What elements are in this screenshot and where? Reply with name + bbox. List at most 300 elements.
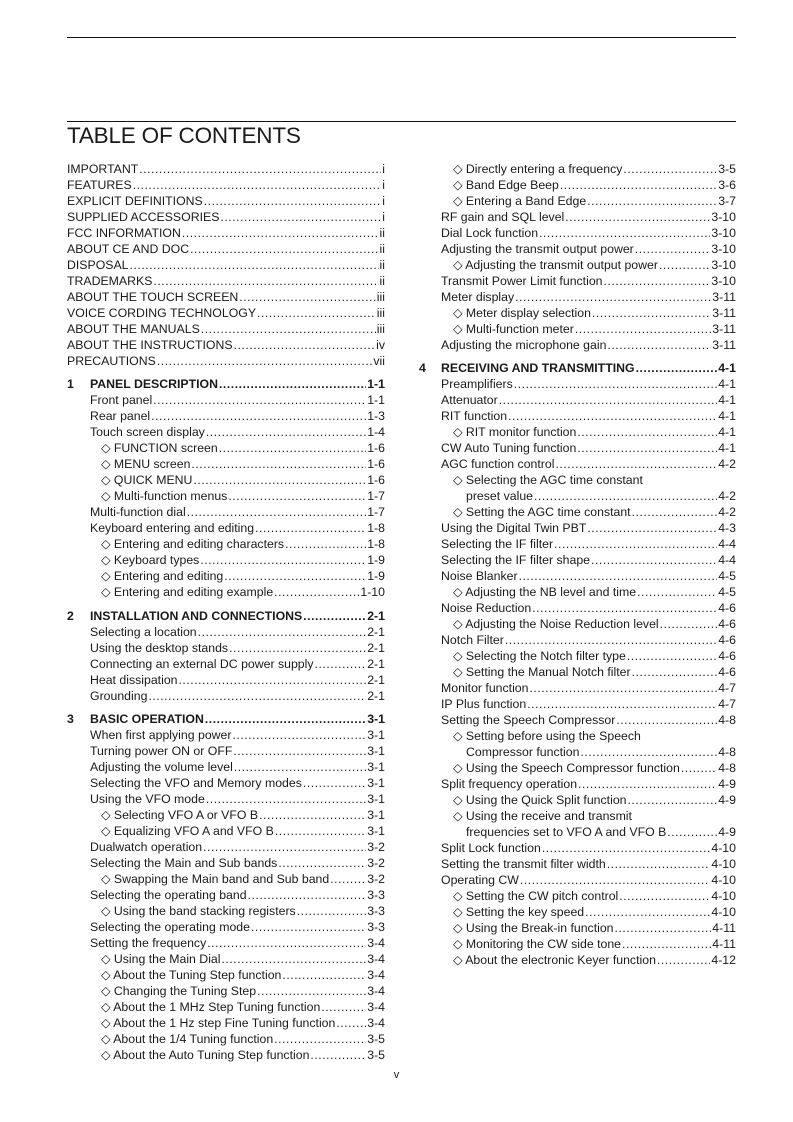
toc-entry-text: ◇ Entering and editing characters	[101, 537, 285, 551]
toc-entry[interactable]	[90, 520, 385, 536]
toc-entry[interactable]	[441, 289, 736, 305]
toc-entry-text: ◇ About the 1/4 Tuning function	[101, 1032, 274, 1046]
dot-leader	[587, 520, 717, 536]
toc-page-number: 4-7	[718, 681, 736, 695]
toc-entry[interactable]	[453, 504, 736, 520]
dot-leader	[527, 696, 717, 712]
toc-page-number: iv	[376, 338, 385, 352]
toc-entry[interactable]	[101, 871, 385, 887]
toc-entry[interactable]	[466, 488, 736, 504]
toc-entry-text: FEATURES	[67, 178, 132, 192]
toc-entry[interactable]	[90, 919, 385, 935]
toc-page-number: ii	[379, 258, 385, 272]
toc-entry-text: ◇ RIT monitor function	[453, 425, 577, 439]
toc-entry[interactable]	[453, 193, 736, 209]
toc-entry-text: When first applying power	[90, 728, 232, 742]
dot-leader	[591, 552, 717, 568]
toc-entry[interactable]	[441, 680, 736, 696]
toc-page-number: 4-8	[718, 761, 736, 775]
toc-entry-text: INSTALLATION AND CONNECTIONS	[90, 609, 303, 623]
toc-page-number: 4-10	[711, 905, 736, 919]
toc-entry[interactable]	[90, 392, 385, 408]
toc-entry[interactable]	[466, 744, 736, 760]
toc-entry[interactable]	[101, 1015, 385, 1031]
toc-page-number: 4-5	[718, 569, 736, 583]
toc-entry-text: ABOUT THE TOUCH SCREEN	[67, 290, 239, 304]
toc-entry[interactable]	[101, 951, 385, 967]
toc-entry[interactable]	[441, 241, 736, 257]
toc-page-number: 3-1	[367, 792, 385, 806]
toc-entry-text: Using the Digital Twin PBT	[441, 521, 587, 535]
dot-leader	[275, 823, 366, 839]
toc-entry[interactable]	[441, 856, 736, 872]
toc-entry[interactable]	[441, 536, 736, 552]
toc-entry[interactable]	[67, 257, 385, 273]
toc-entry[interactable]	[67, 209, 385, 225]
toc-entry-text: RF gain and SQL level	[441, 210, 565, 224]
toc-page-number: 3-3	[367, 904, 385, 918]
toc-entry-text: Using the VFO mode	[90, 792, 205, 806]
toc-section-heading[interactable]	[90, 376, 385, 392]
toc-entry-text: ABOUT THE INSTRUCTIONS	[67, 338, 233, 352]
toc-entry[interactable]	[90, 839, 385, 855]
dot-leader	[207, 935, 366, 951]
toc-entry[interactable]	[441, 209, 736, 225]
toc-entry[interactable]	[453, 257, 736, 273]
toc-page-number: i	[382, 210, 385, 224]
toc-entry[interactable]	[90, 424, 385, 440]
toc-entry-text: preset value	[466, 489, 533, 503]
toc-entry[interactable]	[441, 225, 736, 241]
toc-entry[interactable]	[67, 305, 385, 321]
dot-leader	[133, 177, 382, 193]
toc-page-number: 3-2	[367, 856, 385, 870]
toc-entry[interactable]	[453, 664, 736, 680]
dot-leader	[577, 440, 717, 456]
toc-entry-text: ◇ Monitoring the CW side tone	[453, 937, 622, 951]
toc-entry-text: AGC function control	[441, 457, 555, 471]
toc-page-number: 4-1	[718, 409, 736, 423]
toc-entry[interactable]	[453, 321, 736, 337]
toc-entry[interactable]	[90, 791, 385, 807]
dot-leader	[539, 225, 710, 241]
toc-entry[interactable]	[67, 273, 385, 289]
toc-page-number: 4-2	[718, 505, 736, 519]
dot-leader	[191, 456, 366, 472]
toc-section-heading[interactable]	[441, 360, 736, 376]
toc-page-number: 4-1	[718, 361, 736, 375]
toc-entry[interactable]	[453, 888, 736, 904]
dot-leader	[220, 209, 381, 225]
dot-leader	[193, 472, 366, 488]
toc-entry-text: ABOUT CE AND DOC	[67, 242, 190, 256]
dot-leader	[257, 305, 376, 321]
toc-entry-text: ◇ Setting before using the Speech	[453, 729, 641, 743]
toc-entry-text: Split Lock function	[441, 841, 541, 855]
dot-leader	[659, 257, 710, 273]
toc-entry[interactable]	[101, 584, 385, 600]
toc-entry-text: SUPPLIED ACCESSORIES	[67, 210, 220, 224]
dot-leader	[206, 791, 366, 807]
toc-page-number: 4-7	[718, 697, 736, 711]
toc-entry[interactable]	[453, 177, 736, 193]
toc-page-number: iii	[376, 290, 385, 304]
toc-entry[interactable]	[441, 337, 736, 353]
toc-page-number: 3-4	[367, 984, 385, 998]
dot-leader	[206, 424, 366, 440]
toc-entry[interactable]	[90, 504, 385, 520]
toc-page-number: 3-1	[367, 760, 385, 774]
toc-entry-text: Split frequency operation	[441, 777, 578, 791]
toc-entry[interactable]	[90, 887, 385, 903]
dot-leader	[530, 680, 718, 696]
toc-entry-text: ◇ About the Tuning Step function	[101, 968, 282, 982]
toc-entry-text: Turning power ON or OFF	[90, 744, 233, 758]
toc-entry-text: Multi-function dial	[90, 505, 186, 519]
dot-leader	[219, 440, 366, 456]
toc-entry[interactable]	[67, 241, 385, 257]
dot-leader	[635, 241, 711, 257]
toc-page-number: 1-1	[367, 377, 385, 391]
toc-page-number: 3-10	[711, 242, 736, 256]
dot-leader	[239, 289, 376, 305]
toc-entry-text: Compressor function	[466, 745, 580, 759]
toc-entry[interactable]	[453, 904, 736, 920]
toc-entry-text: Adjusting the transmit output power	[441, 242, 634, 256]
toc-page-number: 4-5	[718, 585, 736, 599]
toc-entry[interactable]	[101, 552, 385, 568]
toc-entry-text: Using the desktop stands	[90, 641, 229, 655]
toc-entry[interactable]	[441, 840, 736, 856]
dot-leader	[505, 632, 717, 648]
toc-entry-text: Noise Blanker	[441, 569, 518, 583]
dot-leader	[657, 952, 710, 968]
toc-entry[interactable]	[90, 656, 385, 672]
toc-entry[interactable]	[453, 792, 736, 808]
dot-leader	[667, 824, 717, 840]
toc-entry-text: Dial Lock function	[441, 226, 539, 240]
toc-page-number: 4-11	[712, 921, 736, 935]
dot-leader	[330, 871, 366, 887]
toc-entry[interactable]	[67, 337, 385, 353]
toc-page-number: 3-4	[367, 936, 385, 950]
toc-entry-text: ◇ Entering a Band Edge	[453, 194, 587, 208]
toc-entry[interactable]	[101, 967, 385, 983]
dot-leader	[297, 903, 367, 919]
dot-leader	[303, 608, 366, 624]
toc-entry[interactable]	[441, 273, 736, 289]
toc-entry[interactable]	[441, 600, 736, 616]
toc-entry-text: Noise Reduction	[441, 601, 532, 615]
toc-entry[interactable]	[101, 999, 385, 1015]
toc-entry-text: ◇ Using the receive and transmit	[453, 809, 632, 823]
toc-entry[interactable]	[67, 321, 385, 337]
toc-entry[interactable]	[101, 903, 385, 919]
toc-page-number: 4-8	[718, 713, 736, 727]
toc-entry-text: ◇ Multi-function meter	[453, 322, 574, 336]
dot-leader	[681, 760, 717, 776]
toc-entry[interactable]	[453, 305, 736, 321]
toc-page-number: 3-7	[718, 194, 736, 208]
toc-entry[interactable]	[101, 536, 385, 552]
toc-entry-text: ◇ Adjusting the transmit output power	[453, 258, 658, 272]
dot-leader	[251, 919, 366, 935]
toc-page-number: 3-10	[711, 258, 736, 272]
toc-entry[interactable]	[90, 672, 385, 688]
toc-page-number: 3-2	[367, 872, 385, 886]
dot-leader	[637, 584, 717, 600]
toc-page-number: 3-10	[711, 226, 736, 240]
toc-entry-text: ◇ Using the Speech Compressor function	[453, 761, 680, 775]
toc-entry[interactable]	[101, 807, 385, 823]
toc-entry-text: ◇ Setting the key speed	[453, 905, 585, 919]
toc-entry[interactable]	[453, 952, 736, 968]
dot-leader	[222, 951, 367, 967]
toc-entry[interactable]	[101, 1031, 385, 1047]
toc-entry-text: PANEL DESCRIPTION	[90, 377, 218, 391]
toc-entry-text: Setting the frequency	[90, 936, 207, 950]
toc-entry[interactable]	[90, 688, 385, 704]
dot-leader	[519, 568, 718, 584]
page-title: TABLE OF CONTENTS	[67, 123, 301, 148]
toc-entry[interactable]	[441, 568, 736, 584]
toc-entry[interactable]	[90, 624, 385, 640]
dot-leader	[303, 775, 366, 791]
dot-leader	[580, 744, 717, 760]
dot-leader	[198, 624, 367, 640]
toc-page-number: 4-9	[718, 825, 736, 839]
dot-leader	[248, 887, 367, 903]
toc-entry-text: frequencies set to VFO A and VFO B	[466, 825, 667, 839]
toc-page-number: 3-3	[367, 920, 385, 934]
toc-entry-text: Front panel	[90, 393, 153, 407]
toc-entry[interactable]	[90, 775, 385, 791]
toc-entry[interactable]	[441, 392, 736, 408]
dot-leader	[228, 488, 366, 504]
toc-page-number: ii	[379, 274, 385, 288]
toc-entry-text: ◇ Directly entering a frequency	[453, 162, 623, 176]
dot-leader	[234, 759, 366, 775]
toc-entry[interactable]	[453, 936, 736, 952]
toc-entry-text: ◇ Band Edge Beep	[453, 178, 559, 192]
toc-entry[interactable]	[453, 648, 736, 664]
dot-leader	[628, 792, 718, 808]
dot-leader	[520, 872, 710, 888]
toc-page-number: 4-11	[712, 937, 736, 951]
dot-leader	[232, 727, 366, 743]
toc-section-number: 1	[67, 377, 74, 391]
toc-entry-text: ◇ Selecting VFO A or VFO B	[101, 808, 259, 822]
toc-entry[interactable]	[90, 759, 385, 775]
toc-page-number: 4-2	[718, 457, 736, 471]
toc-entry[interactable]	[453, 424, 736, 440]
toc-entry[interactable]	[101, 456, 385, 472]
toc-entry[interactable]	[466, 824, 736, 840]
toc-page-number: 1-9	[367, 553, 385, 567]
toc-entry[interactable]	[441, 440, 736, 456]
toc-page-number: 1-7	[367, 505, 385, 519]
dot-leader	[508, 408, 717, 424]
toc-entry[interactable]	[441, 872, 736, 888]
toc-entry[interactable]	[90, 640, 385, 656]
toc-entry[interactable]	[101, 472, 385, 488]
toc-page-number: 3-1	[367, 776, 385, 790]
toc-entry-text: FCC INFORMATION	[67, 226, 181, 240]
toc-section-heading[interactable]	[90, 711, 385, 727]
toc-page-number: 1-7	[367, 489, 385, 503]
dot-leader	[632, 664, 718, 680]
toc-entry[interactable]	[441, 456, 736, 472]
toc-entry[interactable]	[441, 776, 736, 792]
dot-leader	[190, 241, 378, 257]
page-number: v	[393, 1069, 400, 1081]
toc-entry[interactable]	[67, 193, 385, 209]
toc-page-number: 4-6	[718, 601, 736, 615]
toc-entry-text: ◇ Entering and editing example	[101, 585, 274, 599]
toc-entry-text: CW Auto Tuning function	[441, 441, 577, 455]
toc-page-number: 3-5	[367, 1048, 385, 1062]
toc-page-number: 1-4	[367, 425, 385, 439]
dot-leader	[282, 967, 366, 983]
dot-leader	[607, 337, 711, 353]
toc-page-number: 2-1	[367, 641, 385, 655]
toc-page-number: i	[382, 162, 385, 176]
toc-section-heading[interactable]	[90, 608, 385, 624]
toc-page-number: 3-1	[367, 728, 385, 742]
toc-entry[interactable]	[90, 727, 385, 743]
dot-leader	[615, 920, 712, 936]
toc-entry-text: Attenuator	[441, 393, 498, 407]
toc-page-number: 2-1	[367, 609, 385, 623]
dot-leader	[274, 1031, 366, 1047]
toc-entry[interactable]	[90, 408, 385, 424]
toc-entry[interactable]	[101, 568, 385, 584]
toc-entry-text: BASIC OPERATION	[90, 712, 204, 726]
toc-entry-text: Selecting the operating mode	[90, 920, 250, 934]
toc-entry[interactable]	[101, 983, 385, 999]
toc-section-number: 4	[419, 361, 426, 375]
toc-page-number: 4-1	[718, 377, 736, 391]
dot-leader	[660, 616, 718, 632]
toc-entry-text: ◇ Using the Break-in function	[453, 921, 614, 935]
toc-entry-text: ◇ Adjusting the NB level and time	[453, 585, 637, 599]
dot-leader	[499, 392, 717, 408]
dot-leader	[187, 504, 367, 520]
dot-leader	[632, 504, 718, 520]
toc-entry[interactable]	[441, 552, 736, 568]
toc-entry-text: Selecting the VFO and Memory modes	[90, 776, 302, 790]
toc-entry-text: Monitor function	[441, 681, 529, 695]
dot-leader	[310, 1047, 366, 1063]
toc-entry[interactable]	[453, 161, 736, 177]
toc-entry[interactable]	[441, 696, 736, 712]
toc-entry[interactable]	[67, 289, 385, 305]
toc-entry-text: ◇ About the 1 Hz step Fine Tuning function	[101, 1016, 336, 1030]
toc-page-number: 3-6	[718, 178, 736, 192]
toc-entry[interactable]	[441, 632, 736, 648]
toc-entry[interactable]	[453, 584, 736, 600]
dot-leader	[274, 584, 359, 600]
toc-entry[interactable]	[453, 616, 736, 632]
toc-section-number: 3	[67, 712, 74, 726]
toc-entry[interactable]	[441, 712, 736, 728]
toc-page-number: 4-10	[711, 857, 736, 871]
toc-entry-text: ◇ MENU screen	[101, 457, 191, 471]
toc-entry-text: Touch screen display	[90, 425, 205, 439]
toc-page-number: 2-1	[367, 673, 385, 687]
dot-leader	[575, 321, 711, 337]
toc-entry-text: Preamplifiers	[441, 377, 513, 391]
toc-entry[interactable]	[453, 760, 736, 776]
toc-page-number: 4-12	[711, 953, 736, 967]
toc-entry[interactable]	[67, 353, 385, 369]
dot-leader	[321, 999, 366, 1015]
dot-leader	[148, 688, 366, 704]
toc-entry[interactable]	[67, 177, 385, 193]
toc-entry[interactable]	[67, 225, 385, 241]
dot-leader	[255, 520, 366, 536]
toc-entry[interactable]	[101, 488, 385, 504]
toc-entry[interactable]	[67, 161, 385, 177]
dot-leader	[577, 424, 717, 440]
dot-leader	[151, 408, 366, 424]
dot-leader	[604, 273, 711, 289]
toc-page-number: 3-5	[718, 162, 736, 176]
toc-entry-text: ◇ Keyboard types	[101, 553, 200, 567]
dot-leader	[229, 640, 366, 656]
toc-entry[interactable]	[90, 743, 385, 759]
toc-page-number: 4-6	[718, 617, 736, 631]
toc-entry[interactable]	[441, 408, 736, 424]
toc-entry-text: Setting the transmit filter width	[441, 857, 606, 871]
dot-leader	[636, 360, 718, 376]
toc-entry-text: Connecting an external DC power supply	[90, 657, 314, 671]
toc-entry[interactable]	[90, 855, 385, 871]
title-rule	[67, 121, 736, 122]
toc-entry[interactable]	[101, 823, 385, 839]
toc-page-number: 4-9	[718, 777, 736, 791]
toc-entry-text: Selecting the operating band	[90, 888, 247, 902]
toc-entry-text: ◇ Selecting the Notch filter type	[453, 649, 626, 663]
toc-entry-text: ◇ About the Auto Tuning Step function	[101, 1048, 310, 1062]
dot-leader	[153, 392, 366, 408]
toc-page-number: i	[382, 194, 385, 208]
toc-page-number: 3-11	[712, 338, 736, 352]
toc-entry-text: ◇ Adjusting the Noise Reduction level	[453, 617, 659, 631]
dot-leader	[233, 743, 366, 759]
toc-page-number: 3-4	[367, 952, 385, 966]
dot-leader	[179, 672, 367, 688]
toc-entry[interactable]	[453, 920, 736, 936]
toc-entry[interactable]	[441, 520, 736, 536]
toc-entry[interactable]	[101, 440, 385, 456]
toc-entry[interactable]	[441, 376, 736, 392]
toc-page-number: 3-10	[711, 210, 736, 224]
toc-page-number: 4-1	[718, 441, 736, 455]
toc-page-number: 3-11	[712, 306, 736, 320]
dot-leader	[315, 656, 367, 672]
toc-entry[interactable]	[90, 935, 385, 951]
toc-entry-text: ◇ Entering and editing	[101, 569, 224, 583]
dot-leader	[627, 648, 717, 664]
toc-entry-text: Grounding	[90, 689, 148, 703]
toc-entry-text: Meter display	[441, 290, 515, 304]
dot-leader	[578, 776, 717, 792]
toc-page-number: 1-3	[367, 409, 385, 423]
toc-entry-text: PRECAUTIONS	[67, 354, 156, 368]
toc-entry[interactable]	[101, 1047, 385, 1063]
dot-leader	[619, 888, 710, 904]
